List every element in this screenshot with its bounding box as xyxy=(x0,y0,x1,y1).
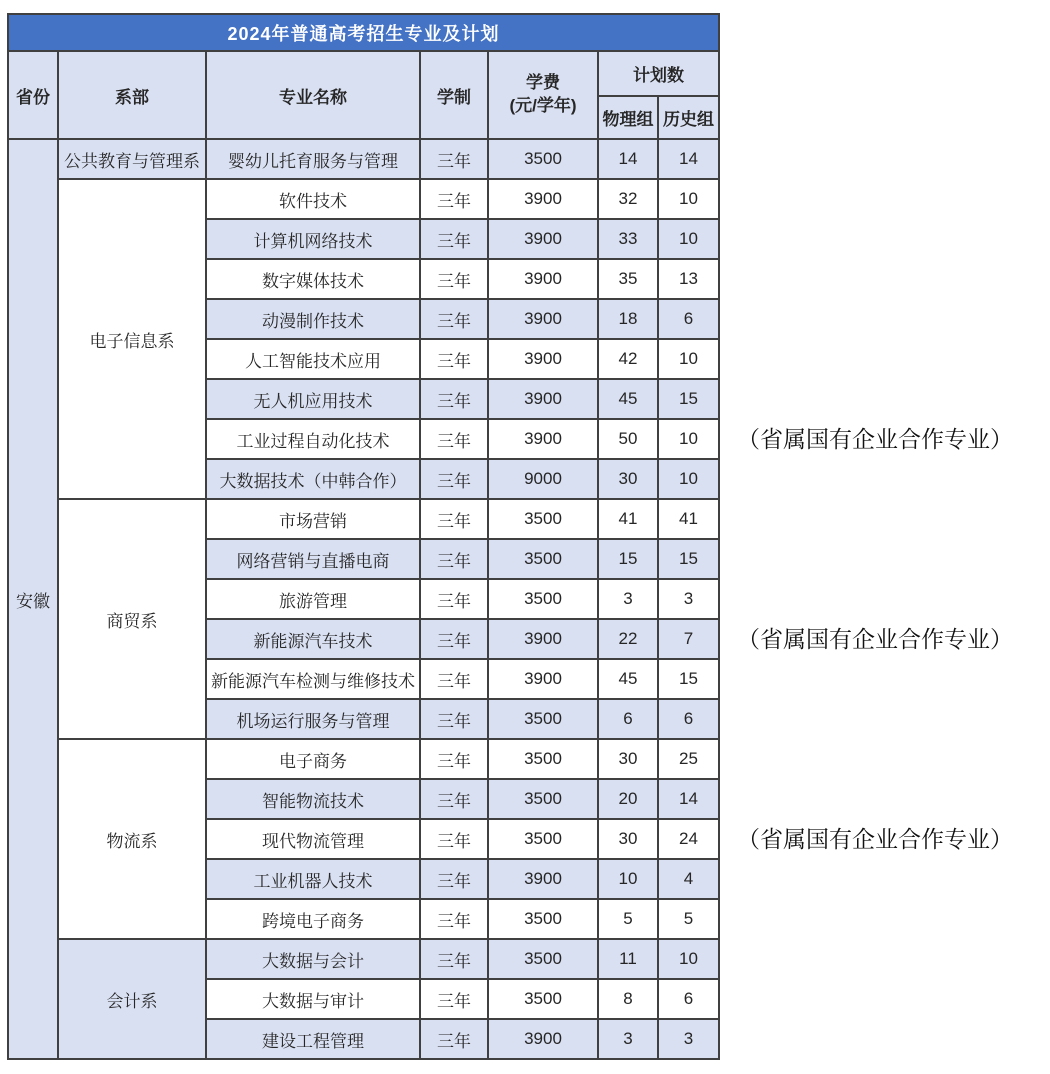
major-cell: 大数据与审计 xyxy=(206,979,420,1019)
tuition-cell: 3900 xyxy=(488,219,598,259)
col-header-major: 专业名称 xyxy=(206,51,420,139)
physics-count-cell: 35 xyxy=(598,259,658,299)
admission-plan-table xyxy=(7,13,720,1060)
tuition-cell: 3900 xyxy=(488,379,598,419)
department-cell: 会计系 xyxy=(58,939,206,1059)
physics-count-cell: 41 xyxy=(598,499,658,539)
duration-cell: 三年 xyxy=(420,819,488,859)
department-cell: 公共教育与管理系 xyxy=(58,139,206,179)
table-row xyxy=(8,739,719,779)
physics-count-cell: 18 xyxy=(598,299,658,339)
duration-cell: 三年 xyxy=(420,139,488,179)
duration-cell: 三年 xyxy=(420,379,488,419)
duration-cell: 三年 xyxy=(420,459,488,499)
tuition-cell: 3500 xyxy=(488,579,598,619)
history-count-cell: 10 xyxy=(658,219,719,259)
physics-count-cell: 50 xyxy=(598,419,658,459)
major-cell: 人工智能技术应用 xyxy=(206,339,420,379)
tuition-header-line2: (元/学年) xyxy=(509,96,577,115)
table-row xyxy=(8,179,719,219)
major-cell: 数字媒体技术 xyxy=(206,259,420,299)
col-header-physics-group: 物理组 xyxy=(598,96,658,139)
department-cell: 物流系 xyxy=(58,739,206,939)
major-cell: 大数据与会计 xyxy=(206,939,420,979)
tuition-cell: 3500 xyxy=(488,939,598,979)
major-cell: 建设工程管理 xyxy=(206,1019,420,1059)
major-cell: 智能物流技术 xyxy=(206,779,420,819)
duration-cell: 三年 xyxy=(420,739,488,779)
tuition-cell: 3500 xyxy=(488,699,598,739)
history-count-cell: 4 xyxy=(658,859,719,899)
history-count-cell: 10 xyxy=(658,939,719,979)
physics-count-cell: 15 xyxy=(598,539,658,579)
col-header-department: 系部 xyxy=(58,51,206,139)
history-count-cell: 10 xyxy=(658,459,719,499)
major-cell: 电子商务 xyxy=(206,739,420,779)
major-cell: 婴幼儿托育服务与管理 xyxy=(206,139,420,179)
tuition-cell: 3500 xyxy=(488,539,598,579)
major-cell: 旅游管理 xyxy=(206,579,420,619)
physics-count-cell: 6 xyxy=(598,699,658,739)
history-count-cell: 25 xyxy=(658,739,719,779)
duration-cell: 三年 xyxy=(420,619,488,659)
duration-cell: 三年 xyxy=(420,299,488,339)
col-header-tuition xyxy=(488,51,598,139)
tuition-cell: 3900 xyxy=(488,419,598,459)
duration-cell: 三年 xyxy=(420,859,488,899)
duration-cell: 三年 xyxy=(420,779,488,819)
history-count-cell: 6 xyxy=(658,979,719,1019)
tuition-cell: 3500 xyxy=(488,819,598,859)
major-cell: 大数据技术（中韩合作） xyxy=(206,459,420,499)
cooperation-note: （省属国有企业合作专业） xyxy=(737,427,1013,452)
history-count-cell: 10 xyxy=(658,419,719,459)
duration-cell: 三年 xyxy=(420,499,488,539)
physics-count-cell: 45 xyxy=(598,379,658,419)
history-count-cell: 15 xyxy=(658,659,719,699)
department-cell: 电子信息系 xyxy=(58,179,206,499)
history-count-cell: 41 xyxy=(658,499,719,539)
tuition-cell: 3900 xyxy=(488,259,598,299)
cooperation-note: （省属国有企业合作专业） xyxy=(737,827,1013,852)
history-count-cell: 15 xyxy=(658,379,719,419)
table-title: 2024年普通高考招生专业及计划 xyxy=(8,14,719,51)
history-count-cell: 13 xyxy=(658,259,719,299)
tuition-cell: 3900 xyxy=(488,339,598,379)
history-count-cell: 10 xyxy=(658,339,719,379)
table-body xyxy=(8,139,719,1059)
physics-count-cell: 42 xyxy=(598,339,658,379)
header-row-1 xyxy=(8,51,719,96)
physics-count-cell: 30 xyxy=(598,819,658,859)
tuition-cell: 3500 xyxy=(488,899,598,939)
physics-count-cell: 20 xyxy=(598,779,658,819)
major-cell: 工业机器人技术 xyxy=(206,859,420,899)
table-title-row xyxy=(8,14,719,51)
history-count-cell: 24 xyxy=(658,819,719,859)
history-count-cell: 6 xyxy=(658,699,719,739)
physics-count-cell: 3 xyxy=(598,1019,658,1059)
tuition-header-line1: 学费 xyxy=(526,73,560,93)
history-count-cell: 3 xyxy=(658,579,719,619)
major-cell: 软件技术 xyxy=(206,179,420,219)
physics-count-cell: 14 xyxy=(598,139,658,179)
tuition-cell: 3500 xyxy=(488,499,598,539)
history-count-cell: 5 xyxy=(658,899,719,939)
duration-cell: 三年 xyxy=(420,1019,488,1059)
duration-cell: 三年 xyxy=(420,339,488,379)
tuition-cell: 9000 xyxy=(488,459,598,499)
major-cell: 无人机应用技术 xyxy=(206,379,420,419)
tuition-cell: 3500 xyxy=(488,739,598,779)
duration-cell: 三年 xyxy=(420,979,488,1019)
duration-cell: 三年 xyxy=(420,659,488,699)
history-count-cell: 14 xyxy=(658,139,719,179)
physics-count-cell: 11 xyxy=(598,939,658,979)
tuition-cell: 3900 xyxy=(488,179,598,219)
tuition-cell: 3900 xyxy=(488,859,598,899)
major-cell: 计算机网络技术 xyxy=(206,219,420,259)
tuition-cell: 3500 xyxy=(488,979,598,1019)
table-row xyxy=(8,499,719,539)
col-header-plan-count: 计划数 xyxy=(598,51,719,96)
duration-cell: 三年 xyxy=(420,699,488,739)
major-cell: 网络营销与直播电商 xyxy=(206,539,420,579)
major-cell: 新能源汽车技术 xyxy=(206,619,420,659)
physics-count-cell: 33 xyxy=(598,219,658,259)
history-count-cell: 6 xyxy=(658,299,719,339)
duration-cell: 三年 xyxy=(420,219,488,259)
tuition-cell: 3500 xyxy=(488,779,598,819)
tuition-cell: 3900 xyxy=(488,1019,598,1059)
physics-count-cell: 30 xyxy=(598,739,658,779)
col-header-duration: 学制 xyxy=(420,51,488,139)
history-count-cell: 10 xyxy=(658,179,719,219)
tuition-cell: 3900 xyxy=(488,299,598,339)
duration-cell: 三年 xyxy=(420,579,488,619)
col-header-history-group: 历史组 xyxy=(658,96,719,139)
physics-count-cell: 45 xyxy=(598,659,658,699)
major-cell: 工业过程自动化技术 xyxy=(206,419,420,459)
table-row xyxy=(8,939,719,979)
history-count-cell: 15 xyxy=(658,539,719,579)
major-cell: 机场运行服务与管理 xyxy=(206,699,420,739)
tuition-cell: 3900 xyxy=(488,619,598,659)
duration-cell: 三年 xyxy=(420,539,488,579)
duration-cell: 三年 xyxy=(420,419,488,459)
history-count-cell: 14 xyxy=(658,779,719,819)
tuition-cell: 3900 xyxy=(488,659,598,699)
major-cell: 新能源汽车检测与维修技术 xyxy=(206,659,420,699)
history-count-cell: 3 xyxy=(658,1019,719,1059)
tuition-cell: 3500 xyxy=(488,139,598,179)
physics-count-cell: 30 xyxy=(598,459,658,499)
major-cell: 动漫制作技术 xyxy=(206,299,420,339)
duration-cell: 三年 xyxy=(420,179,488,219)
physics-count-cell: 22 xyxy=(598,619,658,659)
duration-cell: 三年 xyxy=(420,259,488,299)
physics-count-cell: 3 xyxy=(598,579,658,619)
major-cell: 现代物流管理 xyxy=(206,819,420,859)
table-row xyxy=(8,139,719,179)
duration-cell: 三年 xyxy=(420,939,488,979)
major-cell: 跨境电子商务 xyxy=(206,899,420,939)
physics-count-cell: 5 xyxy=(598,899,658,939)
history-count-cell: 7 xyxy=(658,619,719,659)
physics-count-cell: 32 xyxy=(598,179,658,219)
province-cell: 安徽 xyxy=(8,139,58,1059)
cooperation-note: （省属国有企业合作专业） xyxy=(737,627,1013,652)
major-cell: 市场营销 xyxy=(206,499,420,539)
col-header-province: 省份 xyxy=(8,51,58,139)
duration-cell: 三年 xyxy=(420,899,488,939)
physics-count-cell: 8 xyxy=(598,979,658,1019)
department-cell: 商贸系 xyxy=(58,499,206,739)
physics-count-cell: 10 xyxy=(598,859,658,899)
